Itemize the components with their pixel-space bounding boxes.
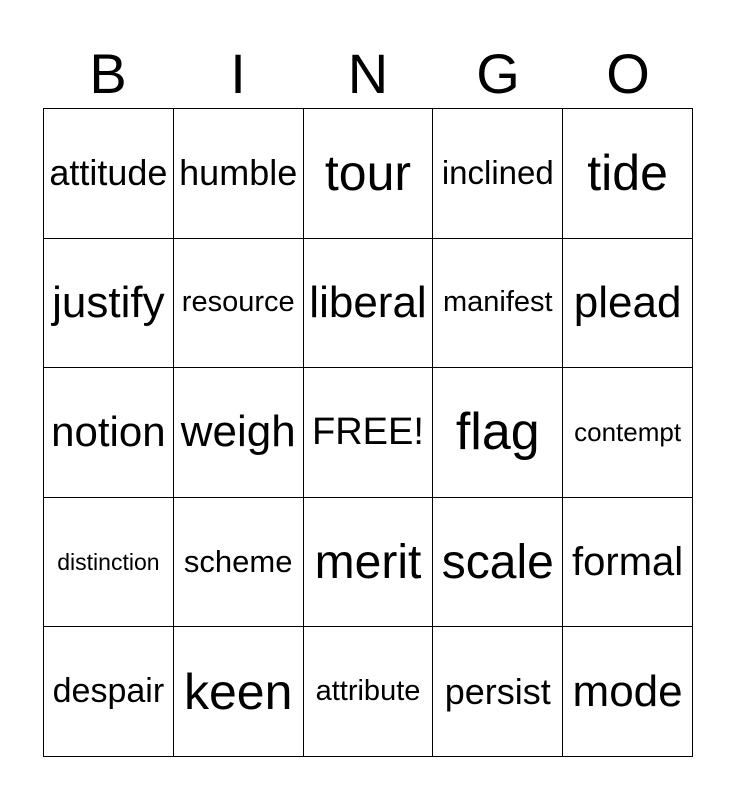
bingo-cell bbox=[433, 627, 563, 757]
free-space-label: FREE! bbox=[312, 410, 424, 453]
cell-word: despair bbox=[52, 672, 165, 711]
bingo-cell bbox=[304, 627, 434, 757]
cell-word: notion bbox=[51, 408, 166, 456]
bingo-cell bbox=[304, 239, 434, 369]
bingo-cell bbox=[304, 498, 434, 628]
cell-word: manifest bbox=[442, 286, 553, 319]
bingo-cell bbox=[563, 368, 693, 498]
cell-word: plead bbox=[573, 277, 682, 327]
header-letter-n: N bbox=[347, 42, 389, 105]
bingo-cell bbox=[44, 368, 174, 498]
bingo-cell bbox=[433, 498, 563, 628]
cell-word: mode bbox=[572, 666, 683, 716]
bingo-cell bbox=[433, 109, 563, 239]
bingo-cell bbox=[174, 498, 304, 628]
header-letter-b: B bbox=[89, 42, 127, 105]
cell-word: formal bbox=[572, 539, 684, 584]
bingo-cell bbox=[44, 109, 174, 239]
bingo-cell bbox=[563, 627, 693, 757]
bingo-header bbox=[43, 40, 693, 108]
cell-word: contempt bbox=[574, 416, 682, 447]
header-letter-g: G bbox=[476, 42, 520, 105]
bingo-cell bbox=[174, 627, 304, 757]
bingo-cell bbox=[44, 239, 174, 369]
cell-word: attribute bbox=[315, 675, 421, 708]
cell-word: tour bbox=[324, 145, 412, 202]
bingo-cell bbox=[174, 239, 304, 369]
cell-word: attitude bbox=[49, 152, 168, 194]
bingo-cell bbox=[174, 368, 304, 498]
bingo-cell bbox=[433, 239, 563, 369]
cell-word: tide bbox=[587, 145, 668, 202]
cell-word: humble bbox=[179, 152, 298, 194]
cell-word: persist bbox=[444, 670, 551, 712]
bingo-cell bbox=[174, 109, 304, 239]
cell-word: flag bbox=[455, 403, 540, 462]
cell-word: inclined bbox=[441, 154, 554, 192]
cell-word: distinction bbox=[57, 548, 160, 575]
header-letter-i: I bbox=[230, 42, 246, 105]
cell-word: liberal bbox=[309, 277, 427, 327]
cell-word: scale bbox=[441, 535, 554, 589]
bingo-cell bbox=[433, 368, 563, 498]
bingo-grid bbox=[43, 108, 693, 757]
bingo-cell bbox=[304, 109, 434, 239]
bingo-cell bbox=[563, 239, 693, 369]
cell-word: keen bbox=[183, 663, 293, 720]
bingo-cell bbox=[563, 498, 693, 628]
cell-word: scheme bbox=[183, 544, 293, 580]
bingo-cell free-space bbox=[304, 368, 434, 498]
cell-word: justify bbox=[52, 277, 165, 327]
bingo-cell bbox=[44, 627, 174, 757]
cell-word: resource bbox=[181, 286, 295, 319]
cell-word: weigh bbox=[180, 407, 296, 457]
header-letter-o: O bbox=[606, 42, 650, 105]
cell-word: merit bbox=[314, 535, 422, 589]
bingo-cell bbox=[563, 109, 693, 239]
bingo-cell bbox=[44, 498, 174, 628]
